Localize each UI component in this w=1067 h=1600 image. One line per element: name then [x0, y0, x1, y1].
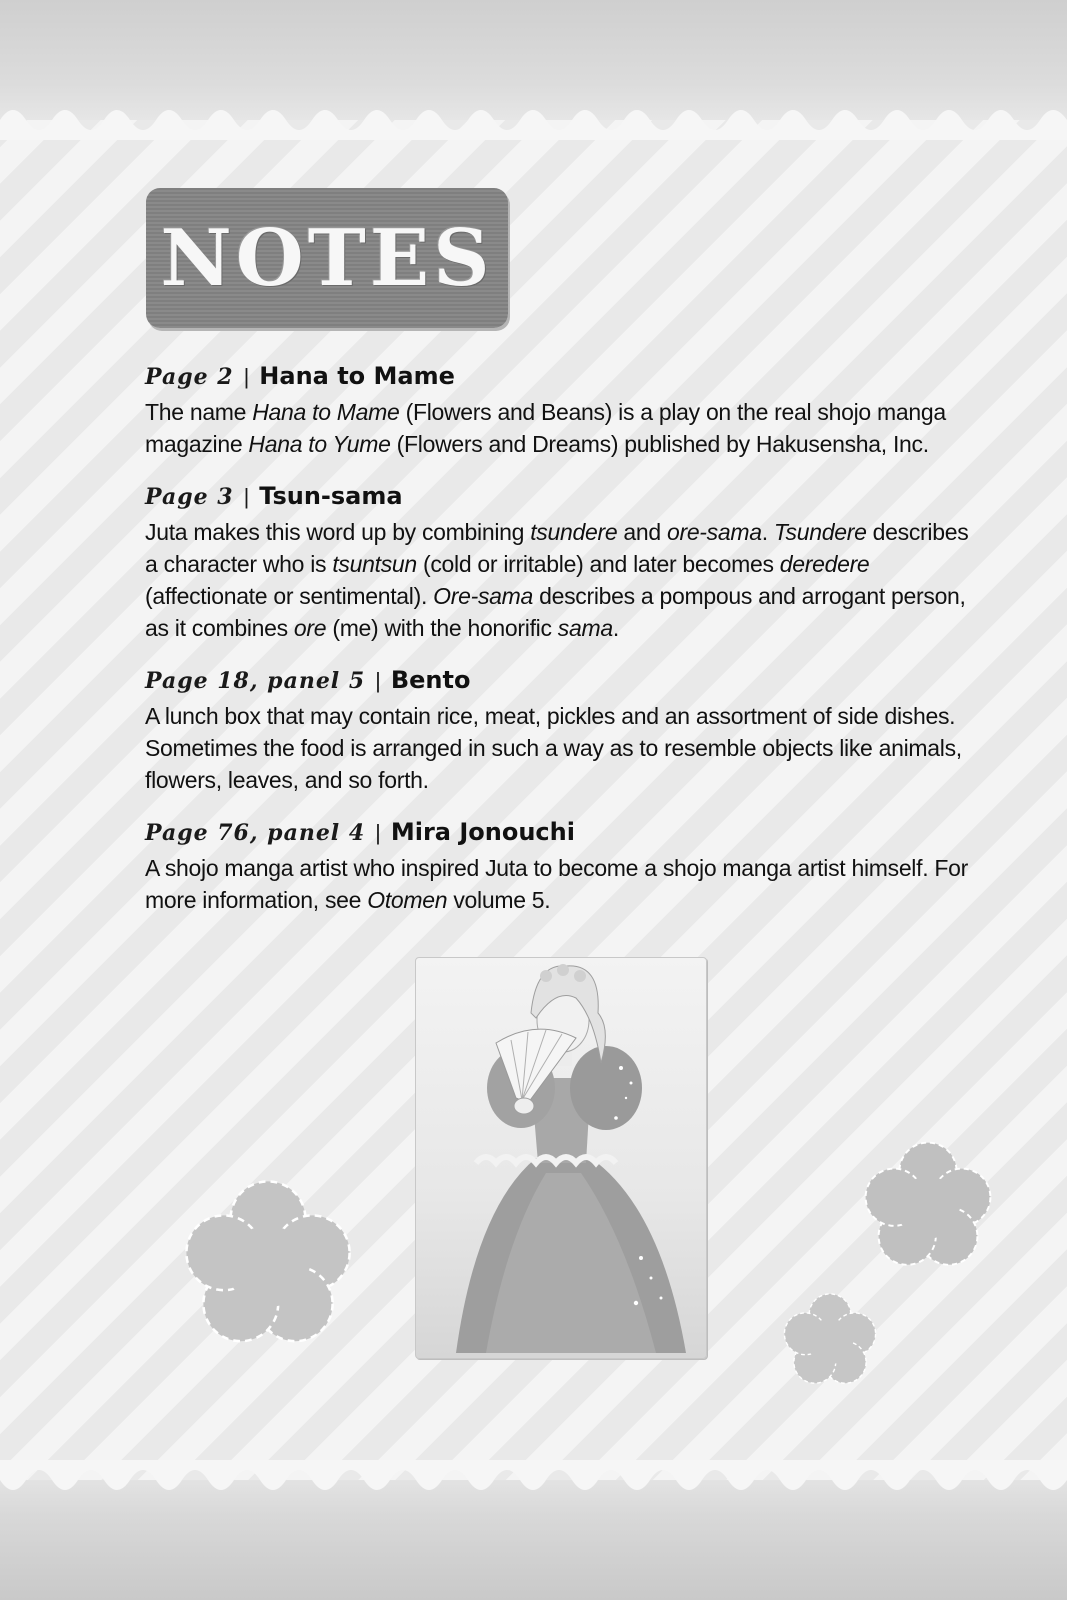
note-body-italic-term: Otomen: [367, 887, 448, 913]
bottom-lace-border: [0, 1460, 1067, 1500]
note-body-text: .: [761, 519, 774, 545]
note-item: [145, 818, 985, 916]
note-body-text: .: [612, 615, 619, 641]
note-body-italic-term: Ore-sama: [433, 583, 533, 609]
note-body-text: A lunch box that may contain rice, meat, pickles and an assortment of side dishes. Sometimes the food is arranged in such a way as to resemble objects like animals, flowers, leaves, and so forth.: [145, 703, 962, 793]
note-topic: Tsun-sama: [259, 482, 403, 510]
note-body-italic-term: Hana to Yume: [248, 431, 391, 457]
note-body: [145, 700, 985, 796]
note-body-text: and: [617, 519, 667, 545]
note-heading: [145, 818, 985, 852]
notes-title: NOTES: [160, 212, 494, 304]
note-body-text: (me) with the honorific: [326, 615, 558, 641]
note-body-text: describes a character who is: [145, 519, 969, 577]
note-item: [145, 362, 985, 460]
note-separator: |: [243, 484, 250, 509]
note-heading: [145, 362, 985, 396]
note-body-italic-term: Tsundere: [773, 519, 867, 545]
note-body-text: (Flowers and Dreams) published by Hakusensha, Inc.: [390, 431, 929, 457]
note-item: [145, 482, 985, 644]
note-body-italic-term: sama: [557, 615, 613, 641]
note-body-text: (cold or irritable) and later becomes: [416, 551, 780, 577]
note-body-text: (Flowers and Beans) is a play on the real shojo manga magazine: [145, 399, 946, 457]
note-body-text: (affectionate or sentimental).: [145, 583, 434, 609]
note-topic: Mira Jonouchi: [390, 818, 575, 846]
decorative-flower-left: [178, 1178, 358, 1348]
note-body-text: The name: [145, 399, 253, 425]
note-body-text: describes a pompous and arrogant person, as it combines: [145, 583, 966, 641]
notes-title-box: [146, 188, 508, 328]
note-page-ref: Page 18, panel 5: [145, 668, 366, 694]
note-page-ref: Page 76, panel 4: [145, 820, 366, 846]
top-lace-border: [0, 100, 1067, 140]
note-page-ref: Page 2: [145, 364, 234, 390]
note-body-text: Juta makes this word up by combining: [145, 519, 531, 545]
note-body-italic-term: Hana to Mame: [252, 399, 400, 425]
decorative-flower-small: [780, 1292, 880, 1387]
note-body-italic-term: deredere: [779, 551, 870, 577]
note-body-italic-term: ore: [293, 615, 327, 641]
note-body: [145, 396, 985, 460]
note-separator: |: [243, 364, 250, 389]
note-heading: [145, 482, 985, 516]
note-body-text: A shojo manga artist who inspired Juta to become a shojo manga artist himself. For more information, see: [145, 855, 968, 913]
note-body: [145, 516, 985, 644]
note-body-text: volume 5.: [447, 887, 551, 913]
manga-illustration: [415, 957, 707, 1359]
note-topic: Bento: [390, 666, 471, 694]
note-topic: Hana to Mame: [259, 362, 455, 390]
note-page-ref: Page 3: [145, 484, 234, 510]
note-item: [145, 666, 985, 796]
note-body-italic-term: tsuntsun: [332, 551, 417, 577]
note-body: [145, 852, 985, 916]
note-separator: |: [375, 820, 381, 845]
decorative-flower-right: [858, 1140, 998, 1270]
note-heading: [145, 666, 985, 700]
note-body-italic-term: ore-sama: [666, 519, 762, 545]
note-body-italic-term: tsundere: [530, 519, 618, 545]
noble-lady-with-fan-illustration: [416, 958, 706, 1358]
note-separator: |: [375, 668, 381, 693]
notes-list: [145, 362, 985, 938]
